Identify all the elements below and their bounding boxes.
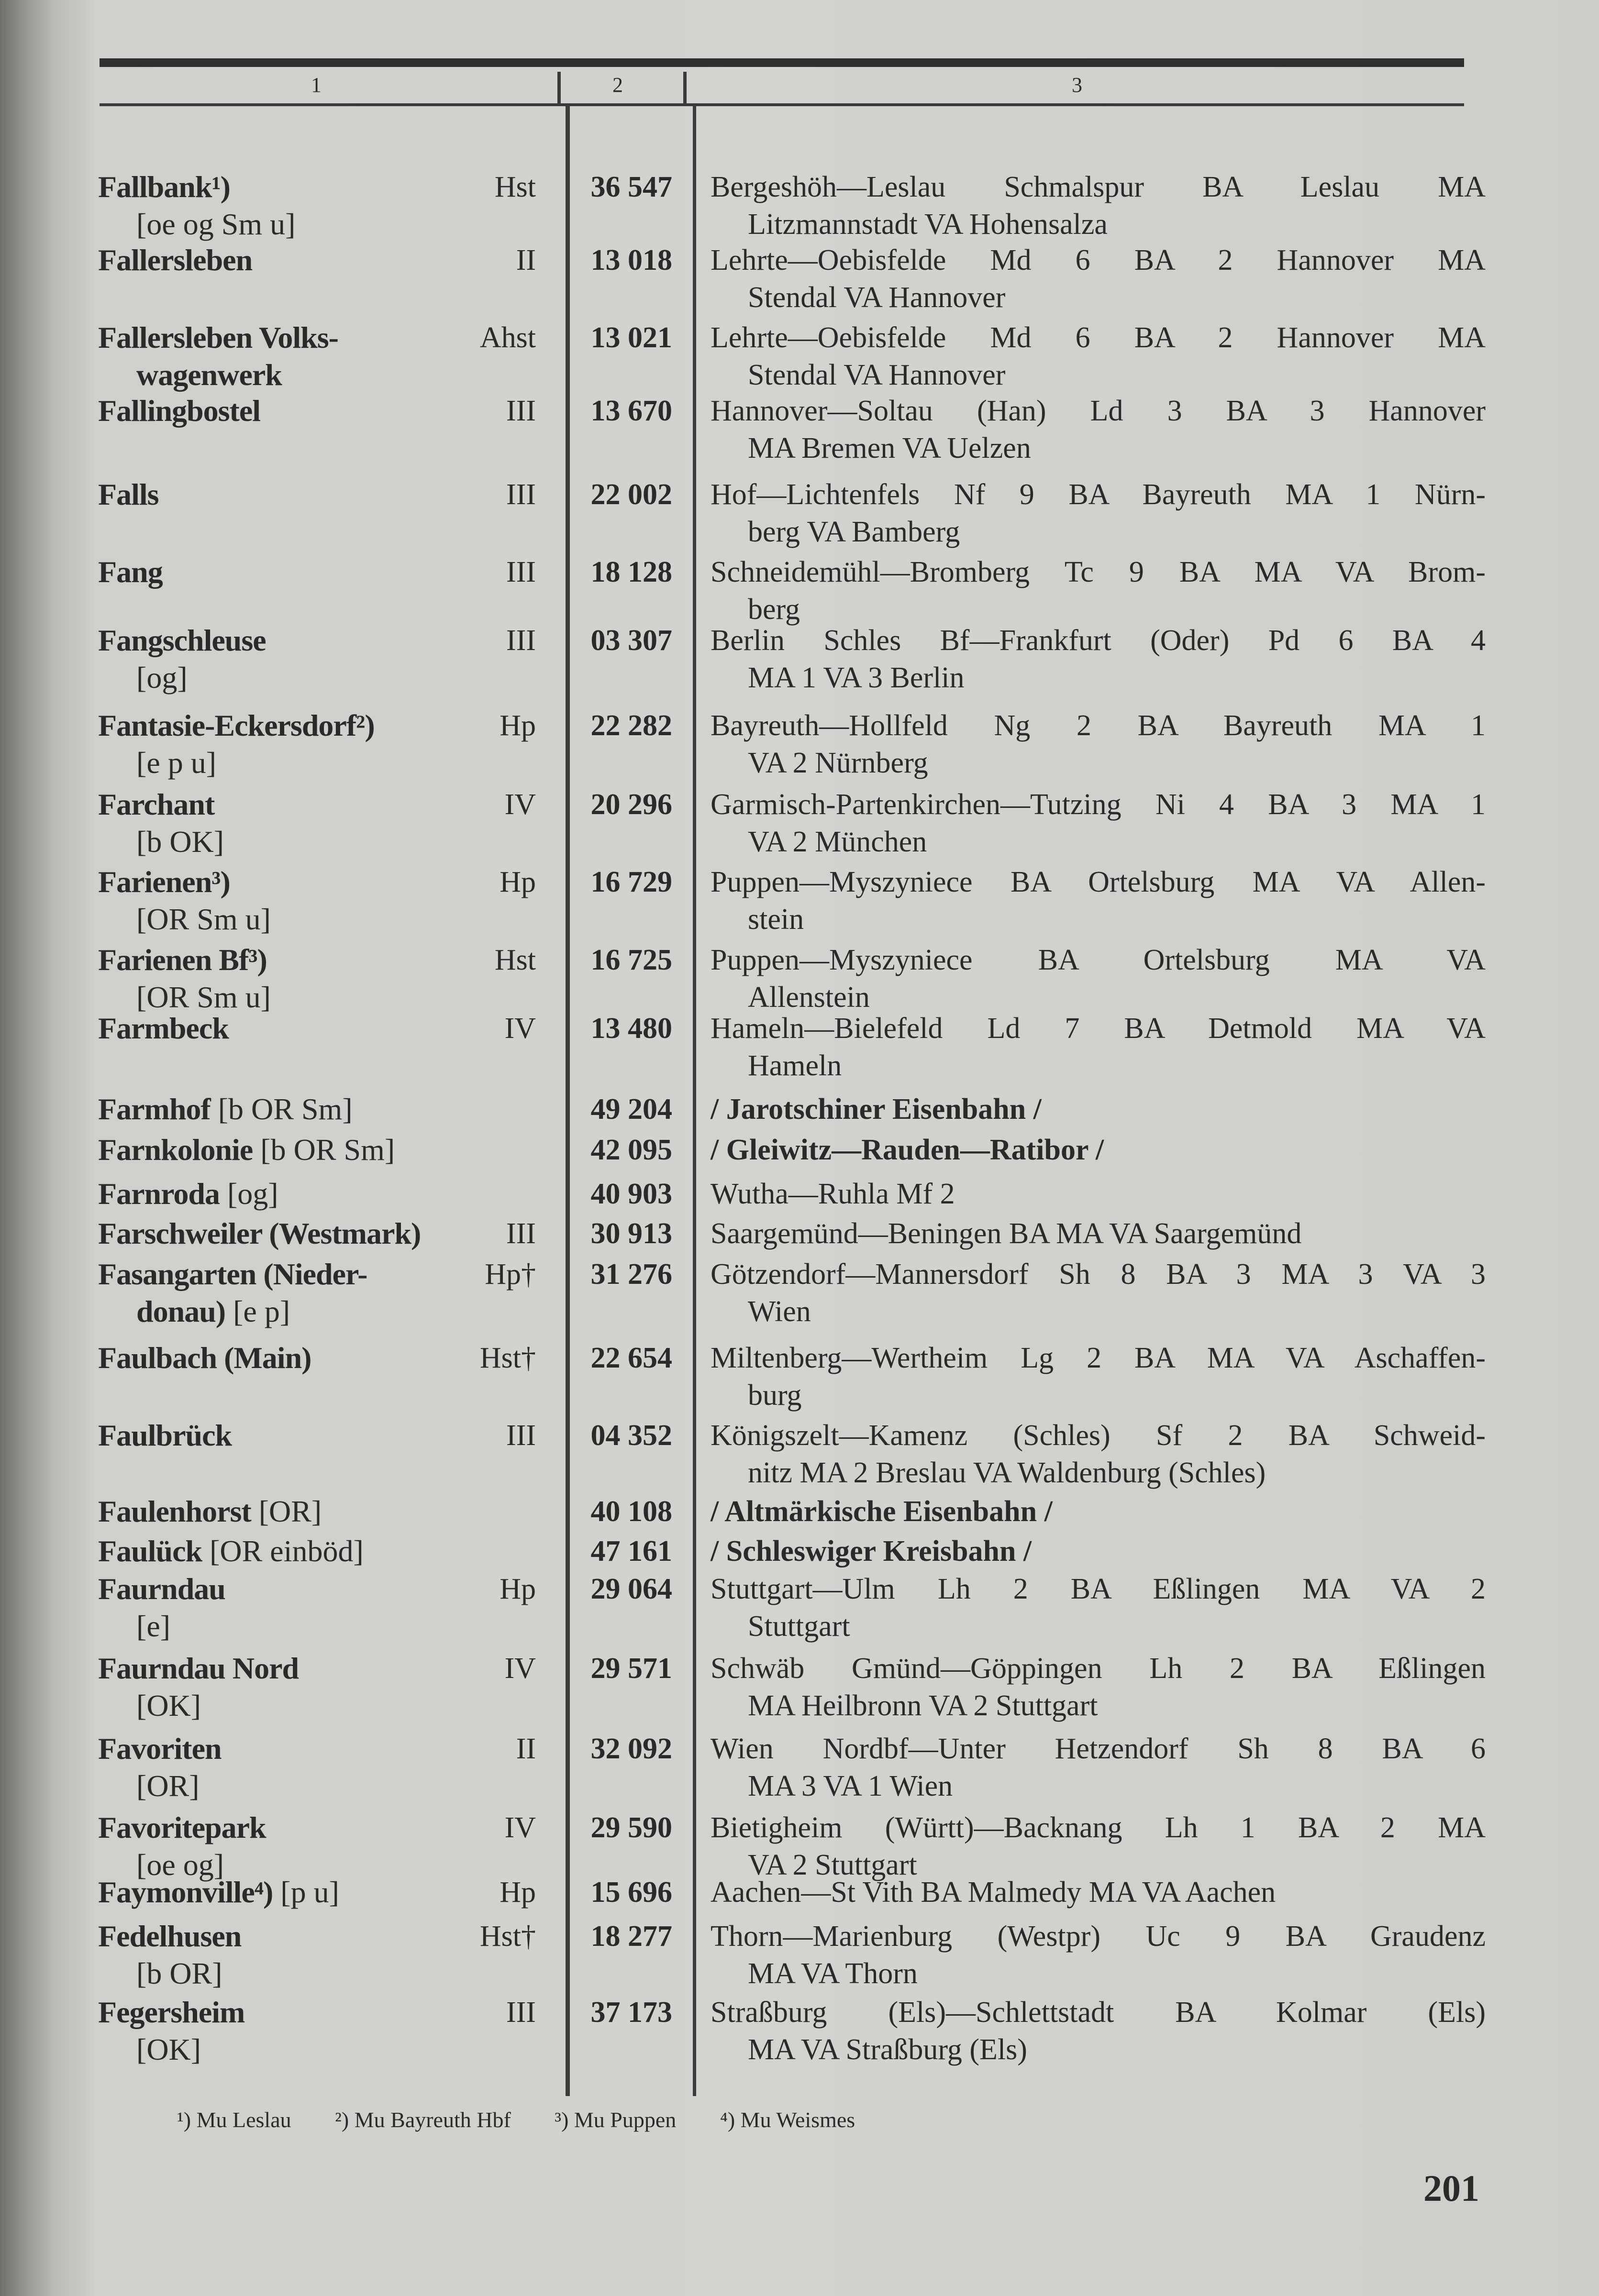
station-note: [OR]: [136, 1769, 200, 1803]
station-name-line: [98, 1650, 529, 1687]
route-line: stein: [748, 903, 804, 936]
header-rule-thick: [100, 58, 1464, 67]
station-class: III: [506, 1419, 536, 1452]
station-name-line: [98, 1874, 529, 1911]
station-class: II: [516, 244, 536, 276]
station-name-line: [98, 941, 529, 979]
route-line: Stendal VA Hannover: [748, 281, 1006, 314]
station-name-line: [98, 206, 529, 243]
station-name-cell: [98, 1256, 529, 1330]
station-number: [577, 392, 672, 430]
route-line: Allenstein: [748, 981, 870, 1014]
station-name-line: [98, 319, 529, 356]
route-line: Puppen—Myszyniece BA Ortelsburg MA VA Allen-: [711, 866, 1486, 898]
station-name-line: [98, 1687, 529, 1724]
station-number-text: 18 128: [590, 556, 672, 588]
station-name-cell: [98, 1650, 529, 1724]
station-class: III: [506, 478, 536, 511]
station-class: IV: [504, 788, 536, 821]
station-name: Farienen Bf³): [98, 943, 267, 977]
station-name: Farmbeck: [98, 1011, 229, 1045]
station-name: donau): [136, 1294, 226, 1328]
station-number-text: 22 282: [590, 709, 672, 742]
station-number-text: 29 590: [590, 1811, 672, 1844]
route-cell: [711, 476, 1486, 551]
station-name: Fangschleuse: [98, 623, 266, 657]
station-name: Favoritepark: [98, 1810, 266, 1844]
station-name-cell: [98, 1131, 529, 1169]
station-name-line: [98, 823, 529, 861]
station-name: Faymonville⁴): [98, 1875, 273, 1909]
footnote: ⁴) Mu Weismes: [720, 2108, 855, 2132]
station-number: [577, 1010, 672, 1047]
station-name-line: [98, 744, 529, 782]
station-name-line: [98, 863, 529, 901]
route-line: MA 1 VA 3 Berlin: [748, 662, 965, 694]
route-cell: [711, 1256, 1486, 1330]
station-name: Faulbach (Main): [98, 1341, 311, 1375]
route-cell: [711, 622, 1486, 696]
station-number: [577, 1918, 672, 1955]
route-line: Bietigheim (Württ)—Backnang Lh 1 BA 2 MA: [711, 1811, 1486, 1844]
station-name-line: [98, 242, 529, 279]
station-name-line: [98, 786, 529, 823]
route-line: Wien Nordbf—Unter Hetzendorf Sh 8 BA 6: [711, 1733, 1486, 1765]
station-note: [OR Sm u]: [136, 980, 271, 1014]
route-line: Götzendorf—Mannersdorf Sh 8 BA 3 MA 3 VA 3: [711, 1258, 1486, 1291]
station-name: Farienen³): [98, 865, 230, 899]
station-note: [b OR]: [136, 1956, 222, 1990]
column-header-3: 3: [1072, 73, 1082, 97]
station-number-text: 31 276: [590, 1258, 672, 1291]
route-line: Stendal VA Hannover: [748, 359, 1006, 391]
route-line: Miltenberg—Wertheim Lg 2 BA MA VA Aschaffen-: [711, 1342, 1486, 1374]
route-cell: [711, 786, 1486, 861]
route-line: MA 3 VA 1 Wien: [748, 1770, 953, 1802]
route-line: Berlin Schles Bf—Frankfurt (Oder) Pd 6 BA 4: [711, 624, 1486, 657]
station-name-line: [98, 1091, 529, 1128]
station-class: Hst: [494, 944, 536, 976]
station-class: III: [506, 624, 536, 657]
station-number-text: 29 571: [590, 1652, 672, 1685]
footnote: ¹) Mu Leslau: [177, 2108, 291, 2132]
route-line: Schwäb Gmünd—Göppingen Lh 2 BA Eßlingen: [711, 1652, 1486, 1685]
route-cell: [711, 1650, 1486, 1724]
station-number-text: 42 095: [590, 1134, 672, 1166]
station-name-line: [98, 1809, 529, 1846]
route-line: Bergeshöh—Leslau Schmalspur BA Leslau MA: [711, 171, 1486, 203]
route-line: Aachen—St Vith BA Malmedy MA VA Aachen: [711, 1876, 1276, 1909]
route-cell: [711, 242, 1486, 316]
station-number: [577, 941, 672, 979]
route-cell: [711, 1215, 1486, 1252]
station-name-cell: [98, 1874, 529, 1911]
station-number-text: 15 696: [590, 1876, 672, 1909]
station-name-line: [98, 1131, 529, 1169]
route-line: MA VA Thorn: [748, 1957, 918, 1990]
station-number-text: 40 108: [590, 1495, 672, 1528]
station-class: Hst: [494, 171, 536, 203]
footnote: ²) Mu Bayreuth Hbf: [335, 2108, 511, 2132]
station-number-text: 13 021: [590, 321, 672, 354]
station-name-line: [98, 901, 529, 938]
station-number: [577, 1730, 672, 1767]
station-name-line: [98, 707, 529, 744]
station-name: Fantasie-Eckersdorf²): [98, 708, 375, 742]
station-name-cell: [98, 1570, 529, 1645]
route-line: MA Bremen VA Uelzen: [748, 432, 1031, 464]
route-cell: [711, 1091, 1486, 1128]
station-name-line: [98, 1730, 529, 1767]
station-note: [OR Sm u]: [136, 902, 271, 936]
route-line: Straßburg (Els)—Schlettstadt BA Kolmar (Els): [711, 1996, 1486, 2029]
station-name-cell: [98, 786, 529, 861]
station-note: [OK]: [136, 2032, 201, 2066]
route-cell: [711, 1533, 1486, 1570]
route-line: Hannover—Soltau (Han) Ld 3 BA 3 Hannover: [711, 395, 1486, 427]
station-name-line: [98, 1533, 529, 1570]
route-cell: [711, 319, 1486, 394]
station-number: [577, 1874, 672, 1911]
route-line: Stuttgart—Ulm Lh 2 BA Eßlingen MA VA 2: [711, 1573, 1486, 1605]
station-name-line: [98, 1256, 529, 1293]
station-number: [577, 1256, 672, 1293]
route-line: Bayreuth—Hollfeld Ng 2 BA Bayreuth MA 1: [711, 709, 1486, 742]
station-name-line: [98, 1339, 529, 1377]
route-line: Puppen—Myszyniece BA Ortelsburg MA VA: [711, 944, 1486, 976]
station-number: [577, 168, 672, 206]
station-class: Hp: [500, 1876, 536, 1909]
station-note: [og]: [136, 661, 188, 695]
station-name-line: [98, 1994, 529, 2031]
station-number-text: 22 002: [590, 478, 672, 511]
route-line: Stuttgart: [748, 1610, 850, 1643]
station-name: Fallersleben Volks-: [98, 320, 338, 354]
route-line: Hameln: [748, 1049, 842, 1082]
route-cell: [711, 707, 1486, 782]
station-name-cell: [98, 1918, 529, 1992]
station-number-text: 13 480: [590, 1012, 672, 1045]
station-number: [577, 1339, 672, 1377]
station-name-cell: [98, 476, 529, 513]
station-number: [577, 476, 672, 513]
station-class: Hst†: [479, 1920, 536, 1953]
station-name: Farnkolonie: [98, 1133, 253, 1167]
station-name: Farschweiler (Westmark): [98, 1216, 421, 1250]
station-number: [577, 1994, 672, 2031]
station-name-line: [98, 1955, 529, 1992]
station-name: Fegersheim: [98, 1995, 245, 2029]
station-number-text: 18 277: [590, 1920, 672, 1953]
station-name-line: [98, 1493, 529, 1530]
station-name-cell: [98, 392, 529, 430]
route-cell: [711, 1874, 1486, 1911]
station-number: [577, 622, 672, 659]
column-rule-1: [566, 106, 570, 2096]
station-name-cell: [98, 1994, 529, 2068]
route-cell: [711, 1010, 1486, 1084]
route-line: VA 2 Nürnberg: [748, 747, 928, 779]
route-cell: [711, 1339, 1486, 1414]
station-name-line: [98, 356, 529, 394]
station-name-line: [98, 476, 529, 513]
station-class: III: [506, 556, 536, 588]
station-name-cell: [98, 1175, 529, 1213]
station-name: Fedelhusen: [98, 1919, 242, 1953]
route-line: Thorn—Marienburg (Westpr) Uc 9 BA Graudenz: [711, 1920, 1486, 1953]
route-line: Königszelt—Kamenz (Schles) Sf 2 BA Schweid-: [711, 1419, 1486, 1452]
station-class: Hst†: [479, 1342, 536, 1374]
route-line: VA 2 München: [748, 826, 927, 858]
route-line: Wutha—Ruhla Mf 2: [711, 1178, 955, 1210]
station-name: Favoriten: [98, 1732, 222, 1766]
station-class: IV: [504, 1811, 536, 1844]
station-number: [577, 1215, 672, 1252]
station-name-line: [98, 659, 529, 696]
route-cell: [711, 1131, 1486, 1169]
station-number-text: 47 161: [590, 1535, 672, 1567]
station-name-cell: [98, 1215, 529, 1252]
station-note: [oe og]: [136, 1848, 224, 1882]
station-number-text: 13 018: [590, 244, 672, 276]
station-note: [e p]: [225, 1294, 290, 1328]
station-name: Fallbank¹): [98, 170, 230, 204]
station-name-line: [98, 1918, 529, 1955]
station-class: IV: [504, 1652, 536, 1685]
station-number: [577, 1417, 672, 1454]
station-note: [og]: [219, 1177, 278, 1211]
station-name-cell: [98, 242, 529, 279]
station-name-line: [98, 1608, 529, 1645]
station-name-line: [98, 1417, 529, 1454]
route-line: Garmisch-Partenkirchen—Tutzing Ni 4 BA 3 MA 1: [711, 788, 1486, 821]
station-name-line: [98, 2031, 529, 2068]
station-number-text: 20 296: [590, 788, 672, 821]
station-name-cell: [98, 941, 529, 1016]
station-name: Faulenhorst: [98, 1494, 251, 1528]
station-name-line: [98, 553, 529, 591]
station-name-cell: [98, 168, 529, 243]
station-class: Ahst: [479, 321, 536, 354]
station-name: Faulück: [98, 1534, 202, 1568]
station-number: [577, 1533, 672, 1570]
route-line: MA Heilbronn VA 2 Stuttgart: [748, 1689, 1098, 1722]
route-line: / Altmärkische Eisenbahn /: [711, 1495, 1053, 1528]
route-line: Lehrte—Oebisfelde Md 6 BA 2 Hannover MA: [711, 244, 1486, 276]
column-header-2: 2: [612, 73, 623, 97]
station-name: Fallingbostel: [98, 394, 261, 428]
route-cell: [711, 863, 1486, 938]
route-line: VA 2 Stuttgart: [748, 1849, 917, 1881]
station-name-line: [98, 622, 529, 659]
route-line: Schneidemühl—Bromberg Tc 9 BA MA VA Brom-: [711, 556, 1486, 588]
station-number: [577, 1131, 672, 1169]
station-note: [OR]: [251, 1494, 322, 1528]
station-name-cell: [98, 1533, 529, 1570]
route-cell: [711, 168, 1486, 243]
station-number: [577, 1493, 672, 1530]
station-number: [577, 242, 672, 279]
route-cell: [711, 1417, 1486, 1491]
route-line: berg: [748, 593, 800, 626]
station-number: [577, 319, 672, 356]
station-note: [e p u]: [136, 746, 217, 780]
station-name: Faurndau: [98, 1572, 225, 1606]
route-line: nitz MA 2 Breslau VA Waldenburg (Schles): [748, 1457, 1266, 1489]
station-number: [577, 1809, 672, 1846]
route-line: Lehrte—Oebisfelde Md 6 BA 2 Hannover MA: [711, 321, 1486, 354]
page-number: 201: [1423, 2167, 1479, 2209]
station-number-text: 16 725: [590, 944, 672, 976]
station-number-text: 49 204: [590, 1093, 672, 1126]
station-number-text: 40 903: [590, 1178, 672, 1210]
station-name-line: [98, 1175, 529, 1213]
station-name: Faurndau Nord: [98, 1651, 299, 1685]
station-name: wagenwerk: [136, 358, 282, 392]
station-name-line: [98, 168, 529, 206]
station-note: [OR einböd]: [202, 1534, 364, 1568]
station-name-line: [98, 392, 529, 430]
station-name: Faulbrück: [98, 1418, 232, 1452]
station-class: Hp: [500, 1573, 536, 1605]
route-line: Hof—Lichtenfels Nf 9 BA Bayreuth MA 1 Nürn-: [711, 478, 1486, 511]
station-name-cell: [98, 1730, 529, 1805]
footnote: ³) Mu Puppen: [555, 2108, 677, 2132]
station-number: [577, 863, 672, 901]
station-number: [577, 1650, 672, 1687]
station-name-cell: [98, 622, 529, 696]
route-cell: [711, 1994, 1486, 2068]
station-name-cell: [98, 1339, 529, 1377]
route-line: MA VA Straßburg (Els): [748, 2033, 1027, 2066]
station-name-cell: [98, 1091, 529, 1128]
route-line: Wien: [748, 1295, 811, 1328]
route-cell: [711, 1175, 1486, 1213]
station-number-text: 04 352: [590, 1419, 672, 1452]
station-number: [577, 707, 672, 744]
station-class: Hp: [500, 866, 536, 898]
station-name: Farnroda: [98, 1177, 220, 1211]
station-name-cell: [98, 1010, 529, 1047]
route-line: burg: [748, 1379, 802, 1412]
route-cell: [711, 392, 1486, 467]
station-name-cell: [98, 1417, 529, 1454]
station-name-cell: [98, 863, 529, 938]
station-class: III: [506, 395, 536, 427]
station-note: [OK]: [136, 1689, 201, 1722]
station-note: [b OR Sm]: [253, 1133, 395, 1167]
station-class: IV: [504, 1012, 536, 1045]
station-name: Fang: [98, 555, 163, 589]
station-class: Hp: [500, 709, 536, 742]
route-line: Saargemünd—Beningen BA MA VA Saargemünd: [711, 1217, 1302, 1250]
route-cell: [711, 553, 1486, 628]
station-name: Farmhof: [98, 1092, 211, 1126]
station-note: [p u]: [273, 1875, 339, 1909]
station-name-cell: [98, 553, 529, 591]
station-name-line: [98, 1767, 529, 1805]
station-name-cell: [98, 1809, 529, 1884]
header-rule-thin: [100, 103, 1464, 106]
station-name-cell: [98, 707, 529, 782]
station-name-line: [98, 1215, 529, 1252]
station-number: [577, 553, 672, 591]
column-header-1: 1: [311, 73, 322, 97]
route-cell: [711, 1809, 1486, 1884]
route-line: Litzmannstadt VA Hohensalza: [748, 208, 1108, 241]
route-cell: [711, 941, 1486, 1016]
station-class: III: [506, 1996, 536, 2029]
station-number-text: 37 173: [590, 1996, 672, 2029]
station-name: Falls: [98, 477, 159, 511]
station-number-text: 13 670: [590, 395, 672, 427]
station-note: [b OK]: [136, 825, 224, 859]
station-number-text: 36 547: [590, 171, 672, 203]
route-line: / Jarotschiner Eisenbahn /: [711, 1093, 1042, 1126]
station-number-text: 16 729: [590, 866, 672, 898]
route-line: Hameln—Bielefeld Ld 7 BA Detmold MA VA: [711, 1012, 1486, 1045]
station-name-cell: [98, 319, 529, 394]
route-cell: [711, 1493, 1486, 1530]
station-note: [oe og Sm u]: [136, 207, 296, 241]
station-number-text: 03 307: [590, 624, 672, 657]
header-divider: [557, 72, 561, 103]
station-number: [577, 786, 672, 823]
station-number-text: 29 064: [590, 1573, 672, 1605]
station-number: [577, 1175, 672, 1213]
route-line: / Schleswiger Kreisbahn /: [711, 1535, 1032, 1567]
header-divider: [683, 72, 687, 103]
station-number: [577, 1570, 672, 1608]
station-name-line: [98, 1293, 529, 1330]
column-rule-2: [693, 106, 696, 2096]
station-note: [e]: [136, 1609, 171, 1643]
route-line: berg VA Bamberg: [748, 516, 960, 548]
station-class: III: [506, 1217, 536, 1250]
station-note: [b OR Sm]: [210, 1092, 353, 1126]
station-name-line: [98, 1010, 529, 1047]
station-class: II: [516, 1733, 536, 1765]
station-number-text: 30 913: [590, 1217, 672, 1250]
route-cell: [711, 1570, 1486, 1645]
station-number-text: 32 092: [590, 1733, 672, 1765]
route-cell: [711, 1730, 1486, 1805]
station-name-line: [98, 1570, 529, 1608]
route-cell: [711, 1918, 1486, 1992]
station-name: Farchant: [98, 787, 215, 821]
station-number: [577, 1091, 672, 1128]
station-name-cell: [98, 1493, 529, 1530]
footnotes: [177, 2107, 893, 2132]
station-name: Fallersleben: [98, 243, 253, 277]
station-number-text: 22 654: [590, 1342, 672, 1374]
station-name: Fasangarten (Nieder-: [98, 1257, 367, 1291]
station-class: Hp†: [485, 1258, 536, 1291]
route-line: / Gleiwitz—Rauden—Ratibor /: [711, 1134, 1104, 1166]
